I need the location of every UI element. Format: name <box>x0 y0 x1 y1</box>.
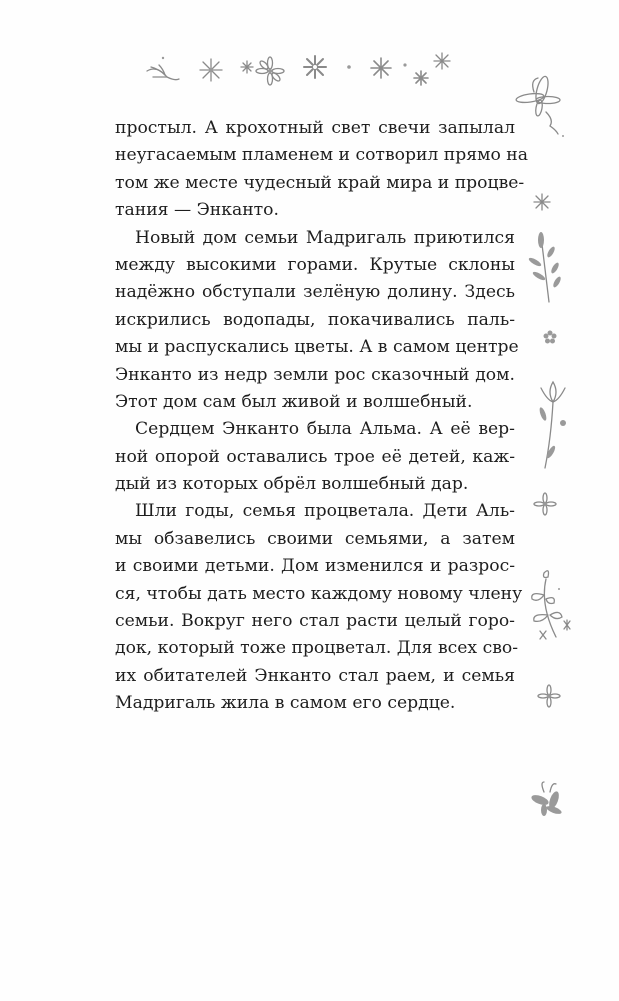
daisy-icon <box>537 684 561 708</box>
text-line: надёжно обступали зелёную долину. Здесь <box>115 282 515 303</box>
text-line: мы и распускались цветы. А в самом центре <box>115 337 519 358</box>
curly-vine-icon <box>526 565 572 645</box>
small-flower-icon <box>413 70 429 86</box>
book-text <box>115 115 528 718</box>
text-line: тания — Энканто. <box>115 200 279 221</box>
flower-icon <box>302 54 328 80</box>
text-line: Энканто из недр земли рос сказочный дом. <box>115 364 515 385</box>
text-line: дый из которых обрёл волшебный дар. <box>115 474 469 495</box>
leaf-flower-branch-icon <box>537 378 573 478</box>
dot-icon <box>346 64 352 70</box>
text-line: Новый дом семьи Мадригаль приютился <box>135 227 515 248</box>
text-line: док, который тоже процветал. Для всех сво- <box>115 638 519 659</box>
text-line: том же месте чудесный край мира и процве- <box>115 172 525 193</box>
dot-icon <box>402 62 408 68</box>
text-line: мы обзавелись своими семьями, а затем <box>115 528 515 549</box>
small-flower-icon <box>543 330 557 344</box>
text-line: простыл. А крохотный свет свечи запылал <box>115 118 515 138</box>
text-line: Мадригаль жила в самом его сердце. <box>115 693 456 714</box>
paragraph-4 <box>115 498 523 717</box>
leaf-branch-icon <box>527 230 567 305</box>
paragraph-3 <box>115 416 515 498</box>
paragraph-1 <box>115 115 528 225</box>
text-line: семьи. Вокруг него стал расти целый горо- <box>115 611 515 632</box>
butterfly-icon <box>512 68 572 138</box>
small-flower-icon <box>433 52 451 70</box>
text-line: Этот дом сам был живой и волшебный. <box>115 391 473 412</box>
daisy-icon <box>254 55 286 87</box>
text-line: искрились водопады, покачивались паль- <box>115 309 515 330</box>
flower-icon <box>370 57 392 79</box>
text-line: Шли годы, семья процветала. Дети Аль- <box>135 501 515 522</box>
flower-icon <box>198 57 224 83</box>
leaf-sprig-icon <box>145 55 181 85</box>
text-line: неугасаемым пламенем и сотворил прямо на <box>115 145 528 166</box>
text-line: их обитателей Энканто стал раем, и семья <box>115 665 515 686</box>
text-line: и своими детьми. Дом изменился и разрос- <box>115 556 515 577</box>
daisy-icon <box>533 492 557 516</box>
text-line: между высокими горами. Крутые склоны <box>115 254 515 275</box>
text-line: ной опорой оставались трое её детей, каж- <box>115 446 515 467</box>
text-line: Сердцем Энканто была Альма. А её вер- <box>135 419 515 440</box>
butterfly-icon <box>530 780 566 820</box>
flower-icon <box>533 193 551 211</box>
paragraph-2 <box>115 225 519 417</box>
text-line: ся, чтобы дать место каждому новому члену <box>115 583 523 604</box>
small-flower-icon <box>240 60 254 74</box>
